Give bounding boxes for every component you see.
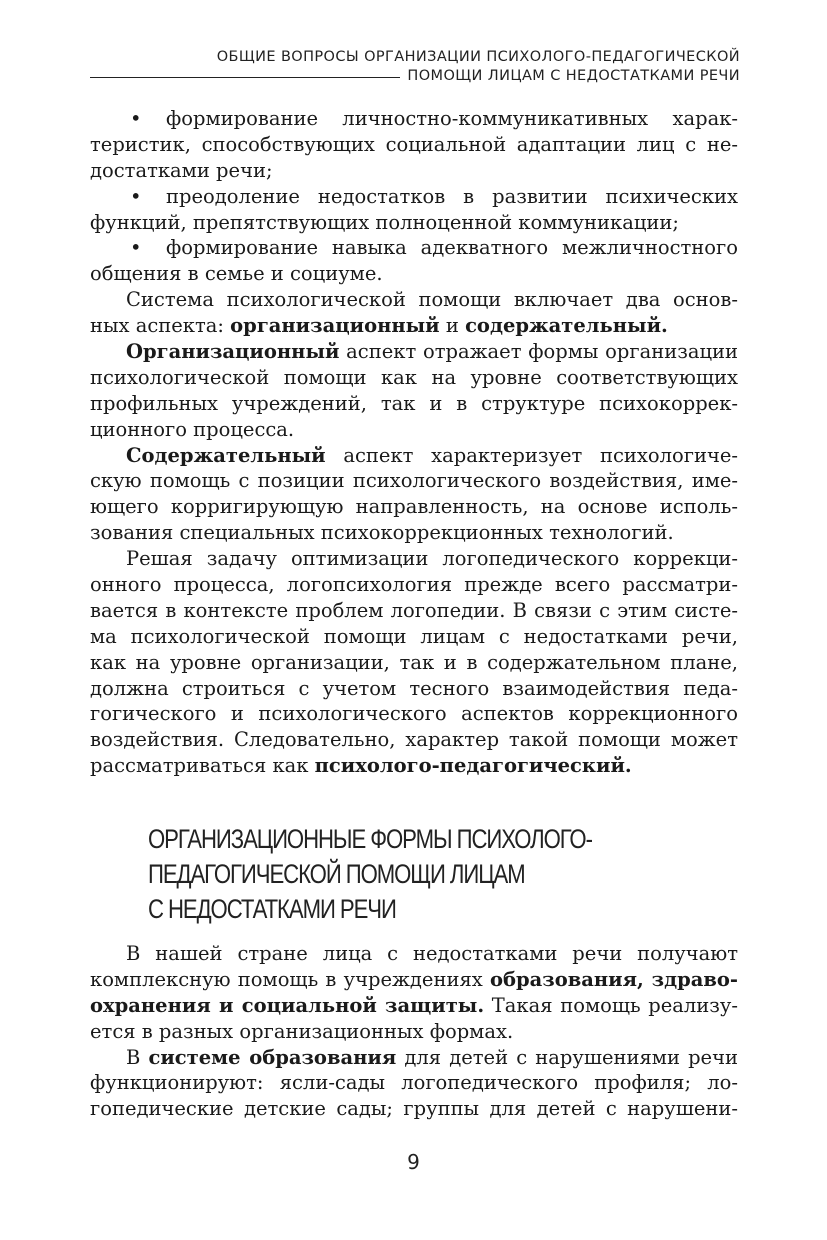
- page-number: 9: [407, 1150, 420, 1174]
- bullet-text: формирование навыка адекватного межличностного: [166, 236, 738, 260]
- bullet-item-2: [90, 184, 738, 236]
- bullet-text: формирование личностно-коммуникативных харак-: [166, 107, 738, 130]
- bullet-marker: •: [130, 107, 142, 130]
- bullet-item-3: [90, 235, 738, 287]
- paragraph-education: В системе образования для детей с нарушениями речи функционируют: ясли-сады логопедического профиля; ло- гопедические детские сады; группы для детей с нарушени-: [90, 1045, 738, 1121]
- paragraph-task: Решая задачу оптимизации логопедического коррекци- онного процесса, логопсихология прежде всего рассматри- вается в контексте проблем логопедии. В связи с этим систе- ма психологической помощи лицам с недостатками речи, как на уровне организации, так и в содержательном плане, должна строиться с учетом тесного взаимодействия педа- гогического и психологического аспектов коррекционного воздействия. Следовательно, характер такой помощи может рассматриваться как психолого-педагогический.: [90, 547, 738, 778]
- paragraph-system: Система психологической помощи включает два основ- ных аспекта: организационный и содержательный.: [90, 288, 738, 338]
- bullet-marker: •: [130, 184, 142, 208]
- section-heading-line-1: ОРГАНИЗАЦИОННЫЕ ФОРМЫ ПСИХОЛОГО-: [148, 824, 592, 854]
- main-text-2: [90, 941, 738, 1122]
- bullet-text: теристик, способствующих социальной адаптации лиц с не-: [90, 132, 738, 156]
- paragraph-content: Содержательный аспект характеризует психологиче- скую помощь с позиции психологического воздействия, име- ющего корригирующую направленность, на основе исполь- зования специальных психокоррекционных технологий.: [90, 443, 738, 545]
- section-heading-line-2: ПЕДАГОГИЧЕСКОЙ ПОМОЩИ ЛИЦАМ: [148, 859, 525, 889]
- paragraph-organizational: Организационный аспект отражает формы организации психологической помощи как на уровне соответствующих профильных учреждений, так и в структуре психокоррек- ционного процесса.: [90, 340, 738, 441]
- bullet-text: достатками речи;: [90, 158, 273, 182]
- header-rule: [90, 77, 400, 78]
- section-heading: [148, 822, 592, 927]
- main-text: [90, 106, 738, 779]
- bullet-marker: •: [130, 236, 142, 260]
- running-header-line-1: ОБЩИЕ ВОПРОСЫ ОРГАНИЗАЦИИ ПСИХОЛОГО-ПЕДАГОГИЧЕСКОЙ: [216, 49, 740, 65]
- bullet-item-1: [90, 106, 738, 184]
- section-heading-line-3: С НЕДОСТАТКАМИ РЕЧИ: [148, 894, 396, 924]
- bullet-text: функций, препятствующих полноценной коммуникации;: [90, 210, 679, 234]
- running-header-line-2: ПОМОЩИ ЛИЦАМ С НЕДОСТАТКАМИ РЕЧИ: [407, 68, 740, 84]
- bullet-text: общения в семье и социуме.: [90, 262, 383, 286]
- bullet-text: преодоление недостатков в развитии психических: [166, 184, 738, 208]
- paragraph-country: В нашей стране лица с недостатками речи получают комплексную помощь в учреждениях образования, здраво- охранения и социальной защиты. Такая помощь реализу- ется в разных организационных формах.: [90, 942, 738, 1043]
- running-header: [90, 48, 740, 86]
